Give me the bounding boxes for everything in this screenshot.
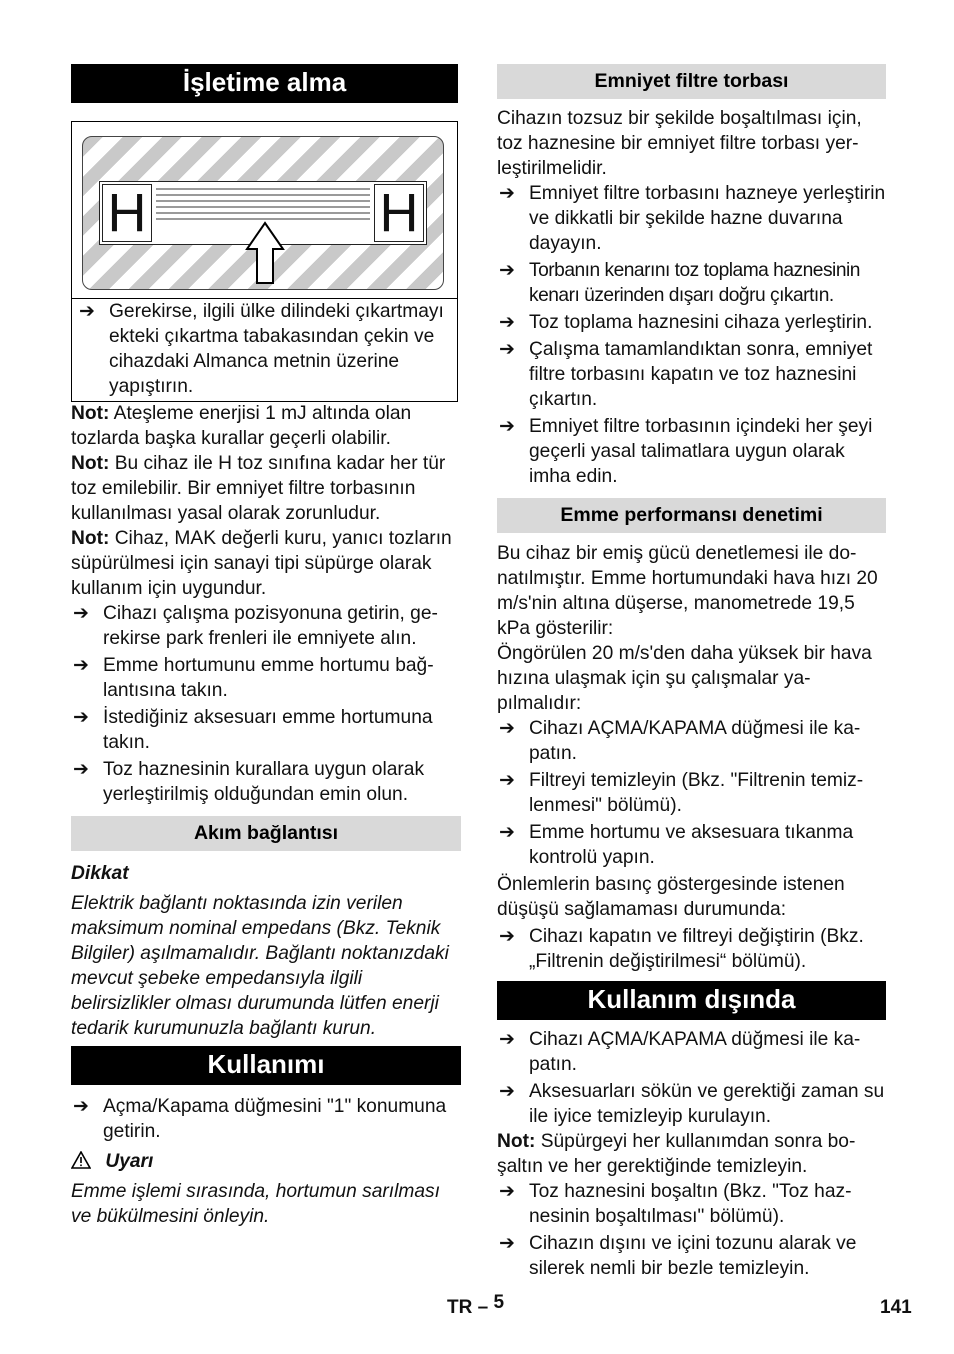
list-item: ➔ Cihazı AÇMA/KAPAMA düğmesi ile kapatın. — [499, 718, 861, 764]
note-paragraph: Not: Süpürgeyi her kullanımdan sonra boşaltın ve her gerektiğinde temizleyin. — [497, 1131, 856, 1177]
arrow-right-icon: ➔ — [499, 1081, 515, 1102]
arrow-right-icon: ➔ — [73, 759, 89, 780]
paragraph: Bu cihaz bir emiş gücü denetlemesi ile donatılmıştır. Emme hortumundaki hava hızı 20 m/s'nin altına düşerse, manometrede 19,5 kPa gösterilir: — [497, 543, 878, 639]
footer-section-marker: TR – 5 — [447, 1292, 505, 1318]
h-letter-left: H — [102, 184, 152, 242]
filter-bag-block — [497, 106, 887, 489]
list-item: ➔ Filtreyi temizleyin (Bkz. "Filtrenin temizlenmesi" bölümü). — [499, 770, 864, 816]
note-paragraph: Not: Bu cihaz ile H toz sınıfına kadar her tür toz emilebilir. Bir emniyet filtre torbasının kullanılması yasal olarak zorunludur. — [71, 453, 446, 524]
list-item: ➔ Emme hortumu ve aksesuara tıkanma kontrolü yapın. — [499, 822, 854, 868]
page-number: 141 — [880, 1297, 912, 1318]
arrow-right-icon: ➔ — [499, 183, 515, 204]
list-item — [77, 299, 457, 399]
caution-label: Dikkat — [71, 863, 129, 884]
arrow-right-icon: ➔ — [499, 926, 515, 947]
arrow-right-icon: ➔ — [499, 1233, 515, 1254]
arrow-right-icon: ➔ — [73, 655, 89, 676]
arrow-right-icon: ➔ — [499, 416, 515, 437]
note-paragraph: Not: Ateşleme enerjisi 1 mJ altında olan tozlarda başka kurallar geçerli olabilir. — [71, 403, 412, 449]
arrow-right-icon: ➔ — [73, 603, 89, 624]
notes-block — [71, 401, 461, 807]
paragraph: Öngörülen 20 m/s'den daha yüksek bir hava hızına ulaşmak için şu çalışmalar yapılmalıdır: — [497, 643, 872, 714]
paragraph: Önlemlerin basınç göstergesinde istenen düşüşü sağlamaması durumunda: — [497, 874, 845, 920]
out-of-use-block — [497, 1027, 887, 1281]
list-item: ➔ Toz haznesinin kurallara uygun olarak yerleştirilmiş olduğundan emin olun. — [73, 759, 425, 805]
list-item: ➔ Açma/Kapama düğmesini "1" konumuna getirin. — [73, 1096, 447, 1142]
arrow-right-icon: ➔ — [499, 339, 515, 360]
list-item: ➔ Cihazı kapatın ve filtreyi değiştirin (Bkz. „Filtrenin değiştirilmesi“ bölümü). — [499, 926, 864, 972]
arrow-right-icon: ➔ — [499, 718, 515, 739]
list-item: ➔ Toz haznesini boşaltın (Bkz. "Toz haznesinin boşaltılması" bölümü). — [499, 1181, 852, 1227]
arrow-right-icon: ➔ — [73, 707, 89, 728]
list-item: ➔ Cihazı çalışma pozisyonuna getirin, gerekirse park frenleri ile emniyete alın. — [73, 603, 438, 649]
list-item: ➔ Emme hortumunu emme hortumu bağlantısına takın. — [73, 655, 434, 701]
warning-text: Emme işlemi sırasında, hortumun sarılması ve bükülmesini önleyin. — [71, 1181, 440, 1227]
suction-check-block — [497, 541, 887, 974]
heading-kullanim-disinda: Kullanım dışında — [497, 981, 886, 1020]
list-item: ➔ Toz toplama haznesini cihaza yerleştirin. — [499, 312, 873, 333]
intro-paragraph: Cihazın tozsuz bir şekilde boşaltılması için, toz haznesine bir emniyet filtre torbası yerleştirilmelidir. — [497, 108, 862, 179]
heading-emme-performansi: Emme performansı denetimi — [497, 498, 886, 533]
list-item: ➔ İstediğiniz aksesuarı emme hortumuna takın. — [73, 707, 433, 753]
sticker-figure — [71, 121, 458, 402]
pointer-arrow-icon — [245, 221, 285, 285]
heading-isletime-alma: İşletime alma — [71, 64, 458, 103]
list-item: ➔ Cihazın dışını ve içini tozunu alarak ve silerek nemli bir bezle temizleyin. — [499, 1233, 857, 1279]
list-item: ➔ Çalışma tamamlandıktan sonra, emniyet filtre torbasını kapatın ve toz haznesini çıkartın. — [499, 339, 873, 410]
arrow-right-icon: ➔ — [79, 301, 95, 322]
heading-kullanimi: Kullanımı — [71, 1046, 461, 1085]
arrow-right-icon: ➔ — [73, 1096, 89, 1117]
list-item-text: Gerekirse, ilgili ülke dilindeki çıkartmayı ekteki çıkartma tabakasından çekin ve cihazdaki Almanca metnin üzerine yapıştırın. — [109, 301, 444, 397]
warning-triangle-icon — [71, 1151, 91, 1169]
arrow-right-icon: ➔ — [499, 822, 515, 843]
figure-instruction — [77, 299, 457, 399]
heading-akim-baglantisi: Akım bağlantısı — [71, 816, 461, 851]
arrow-right-icon: ➔ — [499, 770, 515, 791]
arrow-right-icon: ➔ — [499, 312, 515, 333]
warning-label-row: Uyarı — [71, 1149, 461, 1174]
h-class-sticker-illustration — [82, 136, 444, 290]
usage-block — [71, 1094, 461, 1229]
h-letter-right: H — [374, 184, 424, 242]
list-item: ➔ Aksesuarları sökün ve gerektiği zaman su ile iyice temizleyip kurulayın. — [499, 1081, 885, 1127]
caution-block — [71, 861, 461, 1041]
arrow-right-icon: ➔ — [499, 1181, 515, 1202]
heading-emniyet-filtre-torbasi: Emniyet filtre torbası — [497, 64, 886, 99]
note-paragraph: Not: Cihaz, MAK değerli kuru, yanıcı tozların süpürülmesi için sanayi tipi süpürge olarak kullanım için uygundur. — [71, 528, 452, 599]
list-item: ➔ Torbanın kenarını toz toplama haznesinin kenarı üzerinden dışarı doğru çıkartın. — [499, 260, 860, 306]
arrow-right-icon: ➔ — [499, 260, 515, 281]
arrow-right-icon: ➔ — [499, 1029, 515, 1050]
caution-text: Elektrik bağlantı noktasında izin verilen maksimum nominal empedans (Bkz. Teknik Bilgiler) aşılmamalıdır. Bağlantı noktanızdaki mevcut şebeke empedansıyla ilgili belirsizlikler olması durumunda lütfen enerji tedarik kurumunuzla bağlantı kurun. — [71, 893, 449, 1039]
list-item: ➔ Cihazı AÇMA/KAPAMA düğmesi ile kapatın. — [499, 1029, 861, 1075]
list-item: ➔ Emniyet filtre torbasını hazneye yerleştirin ve dikkatli bir şekilde hazne duvarına dayayın. — [499, 183, 886, 254]
list-item: ➔ Emniyet filtre torbasının içindeki her şeyi geçerli yasal talimatlara uygun olarak imha edin. — [499, 416, 873, 487]
